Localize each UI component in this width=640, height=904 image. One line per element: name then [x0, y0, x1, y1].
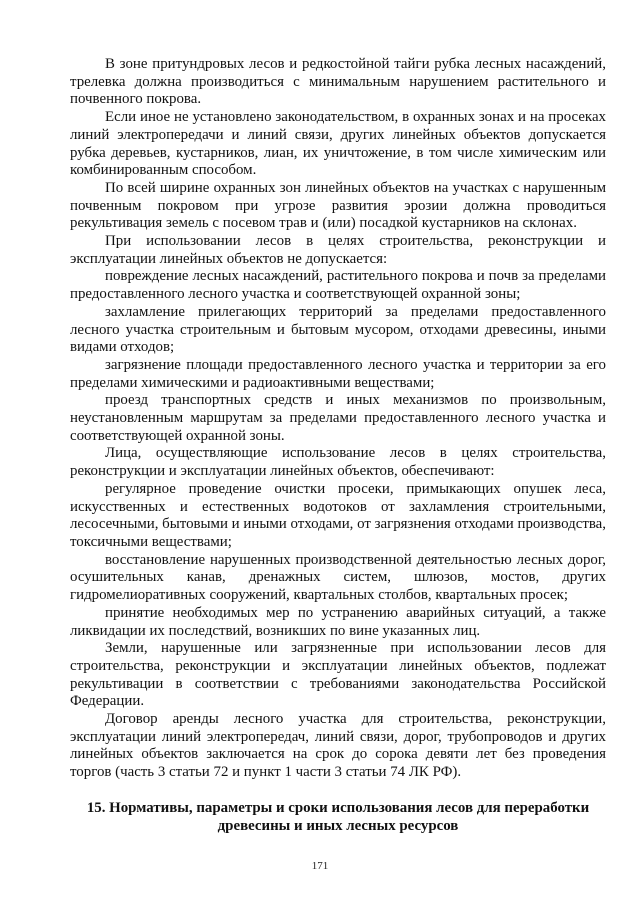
paragraph-pollution: загрязнение площади предоставленного лесного участка и территории за его пределами химическими и радиоактивными веществами;	[70, 356, 606, 391]
document-page	[70, 56, 606, 835]
paragraph-not-allowed-intro: При использовании лесов в целях строительства, реконструкции и эксплуатации линейных объектов не допускается:	[70, 233, 606, 267]
paragraph-emergency-measures: принятие необходимых мер по устранению аварийных ситуаций, а также ликвидации их последствий, возникших по вине указанных лиц.	[70, 604, 606, 639]
paragraph-disturbed-lands: Земли, нарушенные или загрязненные при использовании лесов для строительства, реконструкции и эксплуатации линейных объектов, подлежат рекультивации в соответствии с требованиями законодательства Российской Федерации.	[70, 640, 606, 710]
paragraph-clearing-cuttings: регулярное проведение очистки просеки, примыкающих опушек леса, искусственных и естественных водотоков от захламления строительными, лесосечными, бытовыми и иными отходами, от загрязнения отходами производства, токсичными веществами;	[70, 480, 606, 550]
page-number: 171	[311, 860, 329, 872]
paragraph-vehicle-passage: проезд транспортных средств и иных механизмов по произвольным, неустановленным маршрутам за пределами предоставленного лесного участка и соответствующей охранной зоны.	[70, 392, 606, 444]
paragraph-obligations-intro: Лица, осуществляющие использование лесов в целях строительства, реконструкции и эксплуатации линейных объектов, обеспечивают:	[70, 445, 606, 480]
paragraph-tundra-forest-felling: В зоне притундровых лесов и редкостойной тайги рубка лесных насаждений, трелевка должна производиться с минимальным нарушением растительного и почвенного покрова.	[70, 56, 606, 108]
paragraph-lease-agreement: Договор аренды лесного участка для строительства, реконструкции, эксплуатации линий электропередач, линий связи, дорог, трубопроводов и других линейных объектов заключается на срок до сорока девяти лет без проведения торгов (часть 3 статьи 72 и пункт 1 части 3 статьи 74 ЛК РФ).	[70, 711, 606, 781]
paragraph-protected-zones-felling: Если иное не установлено законодательством, в охранных зонах и на просеках линий электропередачи и линий связи, других линейных объектов допускается рубка деревьев, кустарников, лиан, их уничтожение, в том числе химическим или комбинированным способом.	[70, 109, 606, 179]
paragraph-damage-plantings: повреждение лесных насаждений, растительного покрова и почв за пределами предоставленного лесного участка и соответствующей охранной зоны;	[70, 268, 606, 303]
paragraph-restoration: восстановление нарушенных производственной деятельностью лесных дорог, осушительных канав, дренажных систем, шлюзов, мостов, других гидромелиоративных сооружений, квартальных столбов, квартальных просек;	[70, 551, 606, 604]
section-heading: 15. Нормативы, параметры и сроки использования лесов для переработки древесины и иных лесных ресурсов	[86, 799, 590, 834]
paragraph-littering: захламление прилегающих территорий за пределами предоставленного лесного участка строительным и бытовым мусором, отходами древесины, иными видами отходов;	[70, 303, 606, 356]
paragraph-land-recultivation: По всей ширине охранных зон линейных объектов на участках с нарушенным почвенным покровом при угрозе развития эрозии должна проводиться рекультивация земель с посевом трав и (или) посадкой кустарников на склонах.	[70, 179, 606, 232]
